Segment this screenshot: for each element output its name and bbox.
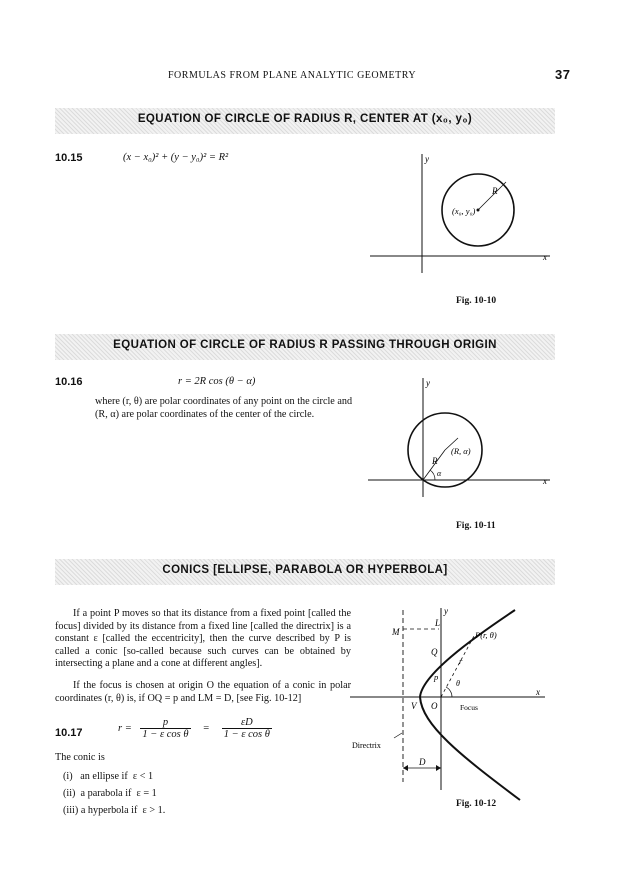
fraction-1	[140, 717, 190, 740]
fraction-2	[222, 717, 272, 740]
x-label: x	[536, 687, 540, 697]
figure-10-11	[360, 372, 560, 522]
formula-equation	[118, 717, 272, 740]
page-number: 37	[555, 67, 571, 82]
section-title: CONICS [ELLIPSE, PARABOLA OR HYPERBOLA]	[162, 564, 448, 576]
radius-label: R	[492, 186, 498, 196]
r-label: r	[459, 656, 463, 666]
equation-equals: =	[203, 723, 210, 734]
theta-arc	[446, 687, 452, 697]
conic-cases-list	[63, 768, 165, 819]
conic-cases-intro: The conic is	[55, 752, 105, 763]
v-label: V	[411, 701, 417, 711]
case-ellipse: (i) an ellipse if ε < 1	[63, 771, 154, 782]
center-label: (x₀, y₀)	[452, 206, 476, 216]
case-parabola: (ii) a parabola if ε = 1	[63, 788, 157, 799]
formula-number: 10.17	[55, 727, 83, 739]
radius-label: R	[432, 456, 438, 466]
directrix-pointer	[394, 733, 402, 738]
p-point-label: P(r, θ)	[475, 630, 497, 640]
alpha-arc	[430, 470, 435, 480]
alpha-label: α	[437, 469, 442, 478]
running-title: FORMULAS FROM PLANE ANALYTIC GEOMETRY	[168, 70, 417, 81]
section-title: EQUATION OF CIRCLE OF RADIUS R PASSING THROUGH ORIGIN	[113, 339, 497, 351]
formula-number: 10.16	[55, 376, 83, 388]
x-label: x	[543, 252, 547, 262]
focus-label: Focus	[460, 703, 478, 712]
equation-lhs: r =	[118, 723, 132, 734]
y-label: y	[444, 606, 448, 616]
d-arrow-left	[403, 765, 408, 771]
center-label: (R, α)	[451, 446, 471, 456]
fraction-1-numerator: p	[140, 717, 190, 729]
y-label: y	[426, 378, 430, 388]
section-title: EQUATION OF CIRCLE OF RADIUS R, CENTER AT (x₀, y₀)	[137, 113, 473, 125]
q-label: Q	[431, 647, 438, 657]
section-banner-conics	[55, 559, 555, 585]
formula-description: where (r, θ) are polar coordinates of any point on the circle and (R, α) are polar coordinates of the center of the circle.	[95, 396, 353, 420]
conic-polar-intro: If the focus is chosen at origin O the equation of a conic in polar coordinates (r, θ) is, if OQ = p and LM = D, [see Fig. 10-12]	[55, 680, 351, 704]
fraction-2-numerator: εD	[222, 717, 272, 729]
figure-caption: Fig. 10-10	[456, 296, 497, 306]
section-banner-circle-center	[55, 108, 555, 134]
figure-10-12	[350, 600, 550, 810]
d-label: D	[419, 757, 426, 767]
x-label: x	[543, 476, 547, 486]
conic-definition: If a point P moves so that its distance from a fixed point [called the focus] divided by its distance from a fixed line [called the directrix] is a constant ε [called the eccentricity], then the curve described by P is called a conic [so-called because such curves can be obtained by intersecting a plane and a cone at different angles].	[55, 608, 351, 669]
figure-caption: Fig. 10-12	[456, 799, 497, 809]
fraction-1-denominator: 1 − ε cos θ	[142, 729, 189, 740]
formula-equation: r = 2R cos (θ − α)	[178, 376, 256, 387]
figure-10-10	[360, 148, 560, 298]
formula-number: 10.15	[55, 152, 83, 164]
fraction-2-denominator: 1 − ε cos θ	[223, 729, 270, 740]
directrix-label: Directrix	[352, 741, 381, 750]
m-label: M	[392, 627, 400, 637]
d-arrow-right	[436, 765, 441, 771]
formula-equation: (x − x₀)² + (y − y₀)² = R²	[123, 152, 229, 163]
o-label: O	[431, 701, 438, 711]
figure-caption: Fig. 10-11	[456, 521, 496, 531]
case-hyperbola: (iii) a hyperbola if ε > 1.	[63, 805, 166, 816]
center-point	[477, 209, 480, 212]
section-banner-circle-origin	[55, 334, 555, 360]
l-label: L	[435, 618, 441, 628]
y-label: y	[425, 154, 429, 164]
theta-label: θ	[456, 679, 460, 688]
p-label: p	[434, 672, 439, 682]
